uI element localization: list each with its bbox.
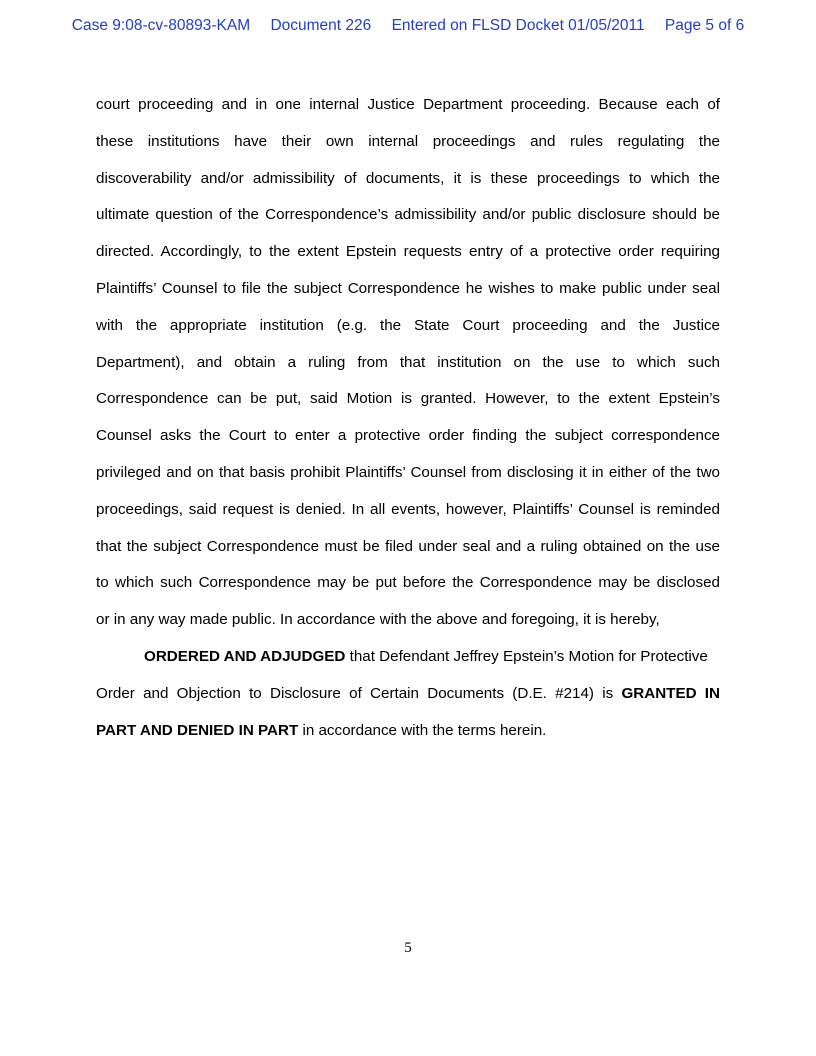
page-number: 5 bbox=[404, 940, 412, 956]
header-entered-date: Entered on FLSD Docket 01/05/2011 bbox=[391, 17, 645, 34]
text-line: Department), and obtain a ruling from that institution on the use to which such bbox=[96, 353, 720, 371]
header-document-number: Document 226 bbox=[270, 17, 372, 34]
text-line: that the subject Correspondence must be filed under seal and a ruling obtained on the use bbox=[96, 537, 720, 555]
order-paragraph bbox=[96, 639, 720, 749]
text-line: proceedings, said request is denied. In all events, however, Plaintiffs’ Counsel is reminded bbox=[96, 500, 720, 518]
text-line: ultimate question of the Correspondence’s admissibility and/or public disclosure should be bbox=[96, 206, 720, 224]
text-line: court proceeding and in one internal Justice Department proceeding. Because each of bbox=[96, 96, 720, 113]
text-line: Counsel asks the Court to enter a protective order finding the subject correspondence bbox=[96, 427, 720, 445]
granted-in: GRANTED IN bbox=[621, 684, 720, 702]
header-page-count: Page 5 of 6 bbox=[664, 17, 745, 34]
document-body bbox=[96, 87, 720, 749]
text-line: directed. Accordingly, to the extent Epstein requests entry of a protective order requiring bbox=[96, 243, 720, 261]
order-text: in accordance with the terms herein. bbox=[298, 721, 547, 739]
text-line: with the appropriate institution (e.g. the State Court proceeding and the Justice bbox=[96, 316, 720, 334]
part-and-denied-in-part: PART AND DENIED IN PART bbox=[96, 721, 299, 739]
text-line: or in any way made public. In accordance with the above and foregoing, it is hereby, bbox=[96, 611, 660, 629]
paragraph-1 bbox=[96, 87, 720, 639]
docket-header bbox=[0, 17, 816, 35]
order-line-1 bbox=[96, 639, 720, 676]
order-line-2 bbox=[96, 676, 720, 713]
ordered-and-adjudged: ORDERED AND ADJUDGED bbox=[144, 647, 346, 665]
text-line: Plaintiffs’ Counsel to file the subject Correspondence he wishes to make public under seal bbox=[96, 279, 720, 297]
text-line: to which such Correspondence may be put before the Correspondence may be disclosed bbox=[96, 574, 720, 592]
text-line: these institutions have their own internal proceedings and rules regulating the bbox=[96, 132, 720, 150]
order-text: that Defendant Jeffrey Epstein’s Motion for Protective bbox=[345, 647, 708, 665]
text-line: discoverability and/or admissibility of documents, it is these proceedings to which the bbox=[96, 169, 720, 187]
order-line-3 bbox=[96, 713, 720, 750]
order-text: Order and Objection to Disclosure of Certain Documents (D.E. #214) is bbox=[96, 684, 622, 702]
text-line: privileged and on that basis prohibit Plaintiffs’ Counsel from disclosing it in either of the two bbox=[96, 463, 720, 481]
header-case-number: Case 9:08-cv-80893-KAM bbox=[71, 17, 251, 34]
text-line: Correspondence can be put, said Motion is granted. However, to the extent Epstein’s bbox=[96, 390, 720, 408]
